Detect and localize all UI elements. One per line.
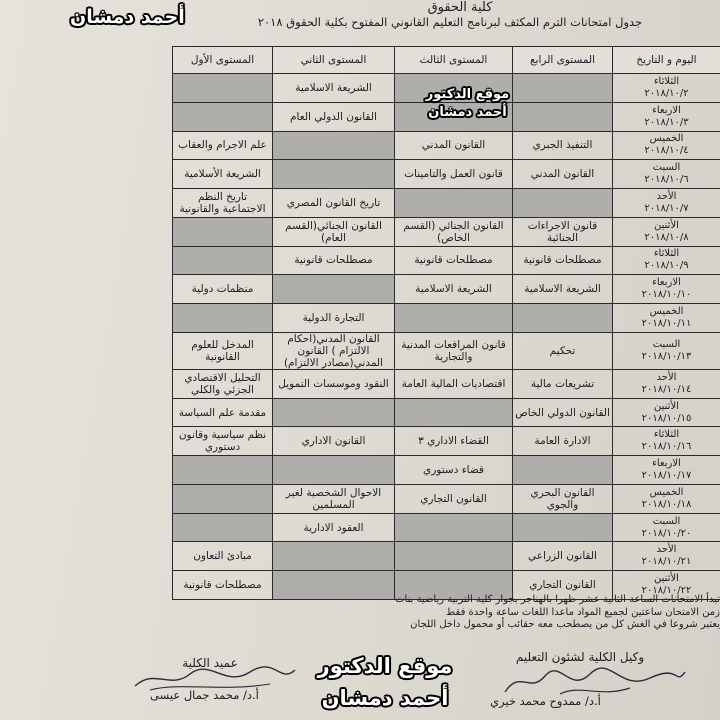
subject-cell-l1: منظمات دولية <box>173 275 273 304</box>
day-date-cell <box>613 427 720 456</box>
day-name: الأثنين <box>654 400 679 412</box>
day-name: الاربعاء <box>652 104 681 116</box>
subject-cell-l3: قضاء دستوري <box>395 456 513 485</box>
day-date-cell <box>613 246 720 275</box>
empty-cell <box>395 398 513 427</box>
subject-cell-l4: تحكيم <box>513 332 613 369</box>
dean-title: عميد الكلية <box>182 656 238 670</box>
subject-cell-l1: مقدمة علم السياسة <box>173 398 273 427</box>
note-line: زمن الامتحان ساعتين لجميع المواد ماعدا اللغات ساعة واحدة فقط <box>446 606 720 618</box>
subject-cell-l2: مصطلحات قانونية <box>273 246 395 275</box>
subject-cell-l3: قانون العمل والتامينات <box>395 160 513 189</box>
day-date-cell <box>613 217 720 246</box>
empty-cell <box>395 513 513 542</box>
subject-cell-l4: التنفيذ الجبري <box>513 131 613 160</box>
day-name: الأحد <box>656 371 677 383</box>
exam-date: ٢٠١٨/١٠/٧ <box>644 202 689 214</box>
day-name: السبت <box>652 338 681 350</box>
table-row <box>173 304 720 333</box>
empty-cell <box>173 74 273 103</box>
table-row <box>173 427 720 456</box>
subject-cell-l3: القانون التجاري <box>395 484 513 513</box>
day-date-cell <box>613 484 720 513</box>
table-row <box>173 456 720 485</box>
day-name: الثلاثاء <box>653 75 680 87</box>
subject-cell-l2: التجارة الدولية <box>273 304 395 333</box>
day-date-cell <box>613 332 720 369</box>
empty-cell <box>273 160 395 189</box>
table-header-row <box>173 47 720 74</box>
watermark-middle-line1: موقع الدكتور <box>425 87 510 102</box>
exam-date: ٢٠١٨/١٠/١٦ <box>641 441 692 453</box>
table-row <box>173 246 720 275</box>
empty-cell <box>273 131 395 160</box>
subject-cell-l2: العقود الادارية <box>273 513 395 542</box>
subject-cell-l4: القانون التجاري <box>513 571 613 600</box>
header-level-2: المستوى الثاني <box>273 47 395 74</box>
subject-cell-l2: الاحوال الشخصية لغير المسلمين <box>273 484 395 513</box>
day-date-cell <box>613 369 720 398</box>
exam-date: ٢٠١٨/١٠/١٠ <box>641 289 692 301</box>
subject-cell-l1: المدخل للعلوم القانونية <box>173 332 273 369</box>
empty-cell <box>395 189 513 218</box>
empty-cell <box>173 246 273 275</box>
empty-cell <box>173 102 273 131</box>
watermark-bottom <box>310 650 460 714</box>
day-name: الخميس <box>649 306 684 317</box>
exam-date: ٢٠١٨/١٠/٤ <box>644 145 689 157</box>
exam-date: ٢٠١٨/١٠/١١ <box>641 318 692 329</box>
day-date-cell <box>613 102 720 131</box>
empty-cell <box>513 456 613 485</box>
empty-cell <box>173 456 273 485</box>
subject-cell-l1: علم الاجرام والعقاب <box>173 131 273 160</box>
watermark-top: أحمد دمشان <box>70 6 185 28</box>
table-row <box>173 131 720 160</box>
header-day-date: اليوم و التاريخ <box>613 47 720 74</box>
day-name: الأحد <box>656 190 677 202</box>
subject-cell-l1: مبادئ التعاون <box>173 542 273 571</box>
subject-cell-l4: القانون الدولي الخاص <box>513 398 613 427</box>
empty-cell <box>513 513 613 542</box>
subject-cell-l4: القانون الزراعي <box>513 542 613 571</box>
subject-cell-l1: تاريخ النظم الاجتماعية والقانونية <box>173 189 273 218</box>
subject-cell-l3: القانون المدني <box>395 131 513 160</box>
document-title: جدول امتحانات الترم المكثف لبرنامج التعليم القانوني المفتوح بكلية الحقوق ٢٠١٨ <box>257 15 643 29</box>
day-name: الخميس <box>649 133 684 145</box>
day-name: الأحد <box>656 544 677 556</box>
subject-cell-l3: القضاء الاداري ٣ <box>395 427 513 456</box>
subject-cell-l2: القانون المدني(احكام الالتزام ) القانون المدني(مصادر الالتزام) <box>273 332 395 369</box>
exam-date: ٢٠١٨/١٠/٢١ <box>641 556 692 568</box>
table-row <box>173 513 720 542</box>
subject-cell-l1: مصطلحات قانونية <box>173 571 273 600</box>
table-row <box>173 369 720 398</box>
empty-cell <box>173 304 273 333</box>
header-level-3: المستوى الثالث <box>395 47 513 74</box>
subject-cell-l4: الادارة العامة <box>513 427 613 456</box>
day-name: الأثنين <box>654 573 679 585</box>
subject-cell-l3: القانون الجنائي (القسم الخاص) <box>395 217 513 246</box>
table-row <box>173 189 720 218</box>
day-date-cell <box>613 542 720 571</box>
day-date-cell <box>613 275 720 304</box>
empty-cell <box>173 217 273 246</box>
note-line: تبدأ الامتحانات الساعة الثانية عشر ظهرا بالهناجر بجوار كلية التربية رياضية بنات <box>395 594 720 605</box>
exam-date: ٢٠١٨/١٠/١٧ <box>641 470 692 482</box>
empty-cell <box>273 398 395 427</box>
watermark-middle-line2: أحمد دمشان <box>428 105 507 120</box>
table-row <box>173 275 720 304</box>
day-date-cell <box>613 189 720 218</box>
subject-cell-l2: الشريعة الاسلامية <box>273 74 395 103</box>
subject-cell-l4: قانون الاجراءات الجنائية <box>513 217 613 246</box>
notes <box>180 594 720 632</box>
watermark-bottom-line2: أحمد دمشان <box>321 686 449 710</box>
subject-cell-l2: القانون الجنائي(القسم العام) <box>273 217 395 246</box>
subject-cell-l2: القانون الاداري <box>273 427 395 456</box>
exam-date: ٢٠١٨/١٠/٦ <box>644 174 689 186</box>
day-date-cell <box>613 131 720 160</box>
exam-date: ٢٠١٨/١٠/٨ <box>644 231 689 243</box>
empty-cell <box>273 542 395 571</box>
exam-date: ٢٠١٨/١٠/١٤ <box>641 383 692 395</box>
empty-cell <box>173 513 273 542</box>
empty-cell <box>395 542 513 571</box>
table-row <box>173 160 720 189</box>
day-name: الثلاثاء <box>653 248 680 260</box>
subject-cell-l1: التحليل الاقتصادي الجزئي والكلي <box>173 369 273 398</box>
day-name: الاربعاء <box>652 458 681 470</box>
exam-date: ٢٠١٨/١٠/٢٠ <box>641 527 692 539</box>
day-date-cell <box>613 304 720 333</box>
vice-dean-name: أ.د/ ممدوح محمد خيري <box>490 694 601 708</box>
subject-cell-l2: القانون الدولي العام <box>273 102 395 131</box>
table-row <box>173 542 720 571</box>
table-row <box>173 217 720 246</box>
subject-cell-l4: القانون البحري والجوي <box>513 484 613 513</box>
subject-cell-l4: الشريعة الاسلامية <box>513 275 613 304</box>
dean-name: أ.د/ محمد جمال عيسى <box>150 688 259 702</box>
note-line: يعتبر شروعا في الغش كل من يصطحب معه حقائب أو محمول داخل اللجان <box>410 619 720 630</box>
subject-cell-l3: اقتصاديات المالية العامة <box>395 369 513 398</box>
day-name: الثلاثاء <box>653 429 680 441</box>
exam-date: ٢٠١٨/١٠/٢ <box>644 87 689 99</box>
exam-date: ٢٠١٨/١٠/١٨ <box>641 498 692 510</box>
table-body <box>173 74 720 600</box>
subject-cell-l1: الشريعة الأسلامية <box>173 160 273 189</box>
day-date-cell <box>613 74 720 103</box>
table-row <box>173 398 720 427</box>
empty-cell <box>273 456 395 485</box>
empty-cell <box>173 484 273 513</box>
empty-cell <box>273 275 395 304</box>
exam-date: ٢٠١٨/١٠/٩ <box>644 260 689 272</box>
vice-dean-title: وكيل الكلية لشئون التعليم <box>515 650 645 664</box>
subject-cell-l4: مصطلحات قانونية <box>513 246 613 275</box>
faculty-name: كلية الحقوق <box>427 0 493 15</box>
subject-cell-l4: القانون المدني <box>513 160 613 189</box>
exam-date: ٢٠١٨/١٠/٢٢ <box>641 585 692 597</box>
exam-schedule-table <box>172 46 720 600</box>
day-name: الخميس <box>649 486 684 498</box>
exam-date: ٢٠١٨/١٠/١٥ <box>641 412 692 424</box>
day-name: الاربعاء <box>652 277 681 289</box>
exam-date: ٢٠١٨/١٠/١٣ <box>641 350 692 362</box>
day-name: السبت <box>652 162 681 174</box>
header-level-1: المستوى الأول <box>173 47 273 74</box>
empty-cell <box>513 304 613 333</box>
watermark-middle <box>410 86 525 122</box>
day-name: السبت <box>652 515 681 527</box>
subject-cell-l2: تاريخ القانون المصري <box>273 189 395 218</box>
day-name: الأثنين <box>654 219 679 231</box>
subject-cell-l3: قانون المرافعات المدنية والتجارية <box>395 332 513 369</box>
day-date-cell <box>613 513 720 542</box>
header-level-4: المستوى الرابع <box>513 47 613 74</box>
subject-cell-l3: الشريعة الاسلامية <box>395 275 513 304</box>
day-date-cell <box>613 456 720 485</box>
watermark-bottom-line1: موقع الدكتور <box>317 654 453 678</box>
day-date-cell <box>613 398 720 427</box>
subject-cell-l3: مصطلحات قانونية <box>395 246 513 275</box>
table-row <box>173 332 720 369</box>
empty-cell <box>513 189 613 218</box>
day-date-cell <box>613 160 720 189</box>
subject-cell-l4: تشريعات مالية <box>513 369 613 398</box>
subject-cell-l2: النقود وموسسات التمويل <box>273 369 395 398</box>
empty-cell <box>513 102 613 131</box>
table-row <box>173 484 720 513</box>
exam-date: ٢٠١٨/١٠/٣ <box>644 116 689 128</box>
empty-cell <box>513 74 613 103</box>
empty-cell <box>395 304 513 333</box>
subject-cell-l1: نظم سياسية وقانون دستوري <box>173 427 273 456</box>
